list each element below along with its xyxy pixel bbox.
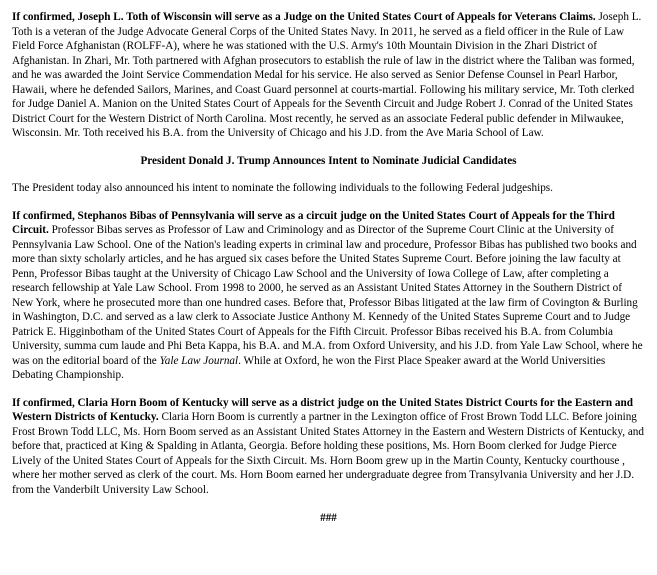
announcement-intro: The President today also announced his intent to nominate the following individuals to the following Federal judgeships. bbox=[12, 182, 553, 194]
bibas-nomination-lead: If confirmed, Stephanos Bibas of Pennsylvania will serve as a circuit judge on the United States Court of Appeals for the Third Circuit. bbox=[12, 209, 615, 236]
bibas-nomination-paragraph bbox=[12, 209, 645, 383]
bibas-biography: Professor Bibas serves as Professor of Law and Criminology and as Director of the Supreme Court Clinic at the University of Pennsylvania Law School. One of the Nation's leading experts in criminal law and procedure, Professor Bibas has published two books and more than sixty scholarly articles, and he has argued six cases before the United States Supreme Court. Before joining the law faculty at Penn, Professor Bibas taught at the University of Chicago Law School and the University of Iowa College of Law, after completing a research fellowship at Yale Law School. From 1998 to 2000, he served as an Assistant United States Attorney in the Southern District of New York, where he prosecuted more than one hundred cases. Before that, Professor Bibas litigated at the law firm of Covington & Burling in Washington, D.C. and served as a law clerk to Associate Justice Anthony M. Kennedy of the United States Supreme Court and to Judge Patrick E. Higginbotham of the United States Court of Appeals for the Fifth Circuit. Professor Bibas received his B.A. from Columbia University, summa cum laude and Phi Beta Kappa, his B.A. and M.A. from Oxford University, and his J.D. from Yale Law School, where he was on the editorial board of the bbox=[12, 224, 643, 367]
bibas-biography-end: . While at Oxford, he won the First Place Speaker award at the World Universities Debating Championship. bbox=[12, 354, 606, 381]
boom-nomination-lead: If confirmed, Claria Horn Boom of Kentucky will serve as a district judge on the United States District Courts for the Eastern and Western Districts of Kentucky. bbox=[12, 396, 633, 423]
toth-biography: Joseph L. Toth is a veteran of the Judge Advocate General Corps of the United States Navy. In 2011, he served as a field officer in the Rule of Law Field Force Afghanistan (ROLFF-A), where he was stationed with the U.S. Army's 10th Mountain Division in the Zhari District of Afghanistan. In Zhari, Mr. Toth partnered with Afghan prosecutors to establish the rule of law in the district where the Taliban was formed, and he was awarded the Joint Service Commendation Medal for his service. He also served as Senior Defense Counsel in Pearl Harbor, Hawaii, where he defended Sailors, Marines, and Coast Guard personnel at courts-martial. Following his military service, Mr. Toth clerked for Judge Daniel A. Manion on the United States Court of Appeals for the Seventh Circuit and Judge Robert J. Conrad of the United States District Court for the Western District of North Carolina. Most recently, he served as an associate Federal public defender in Milwaukee, Wisconsin. Mr. Toth received his B.A. from the University of Chicago and his J.D. from the Ave Maria School of Law. bbox=[12, 11, 642, 139]
announcement-heading: President Donald J. Trump Announces Intent to Nominate Judicial Candidates bbox=[140, 154, 517, 167]
boom-biography: Claria Horn Boom is currently a partner in the Lexington office of Frost Brown Todd LLC. Before joining Frost Brown Todd LLC, Ms. Horn Boom served as an Assistant United States Attorney in the Eastern and Western Districts of Kentucky, and before that, practiced at King & Spalding in Atlanta, Georgia. Before holding these positions, Ms. Horn Boom clerked for Judge Pierce Lively of the United States Court of Appeals for the Sixth Circuit. Ms. Horn Boom grew up in the Martin County, Kentucky courthouse , where her mother served as clerk of the court. Ms. Horn Boom earned her undergraduate degree from Transylvania University and her J.D. from the Vanderbilt University Law School. bbox=[12, 411, 644, 496]
boom-nomination-paragraph bbox=[12, 396, 645, 498]
journal-title: Yale Law Journal bbox=[159, 354, 239, 367]
end-marker: ### bbox=[320, 512, 337, 524]
toth-nomination-lead: If confirmed, Joseph L. Toth of Wisconsin will serve as a Judge on the United States Court of Appeals for Veterans Claims. bbox=[12, 11, 596, 23]
toth-nomination-paragraph bbox=[12, 10, 645, 141]
